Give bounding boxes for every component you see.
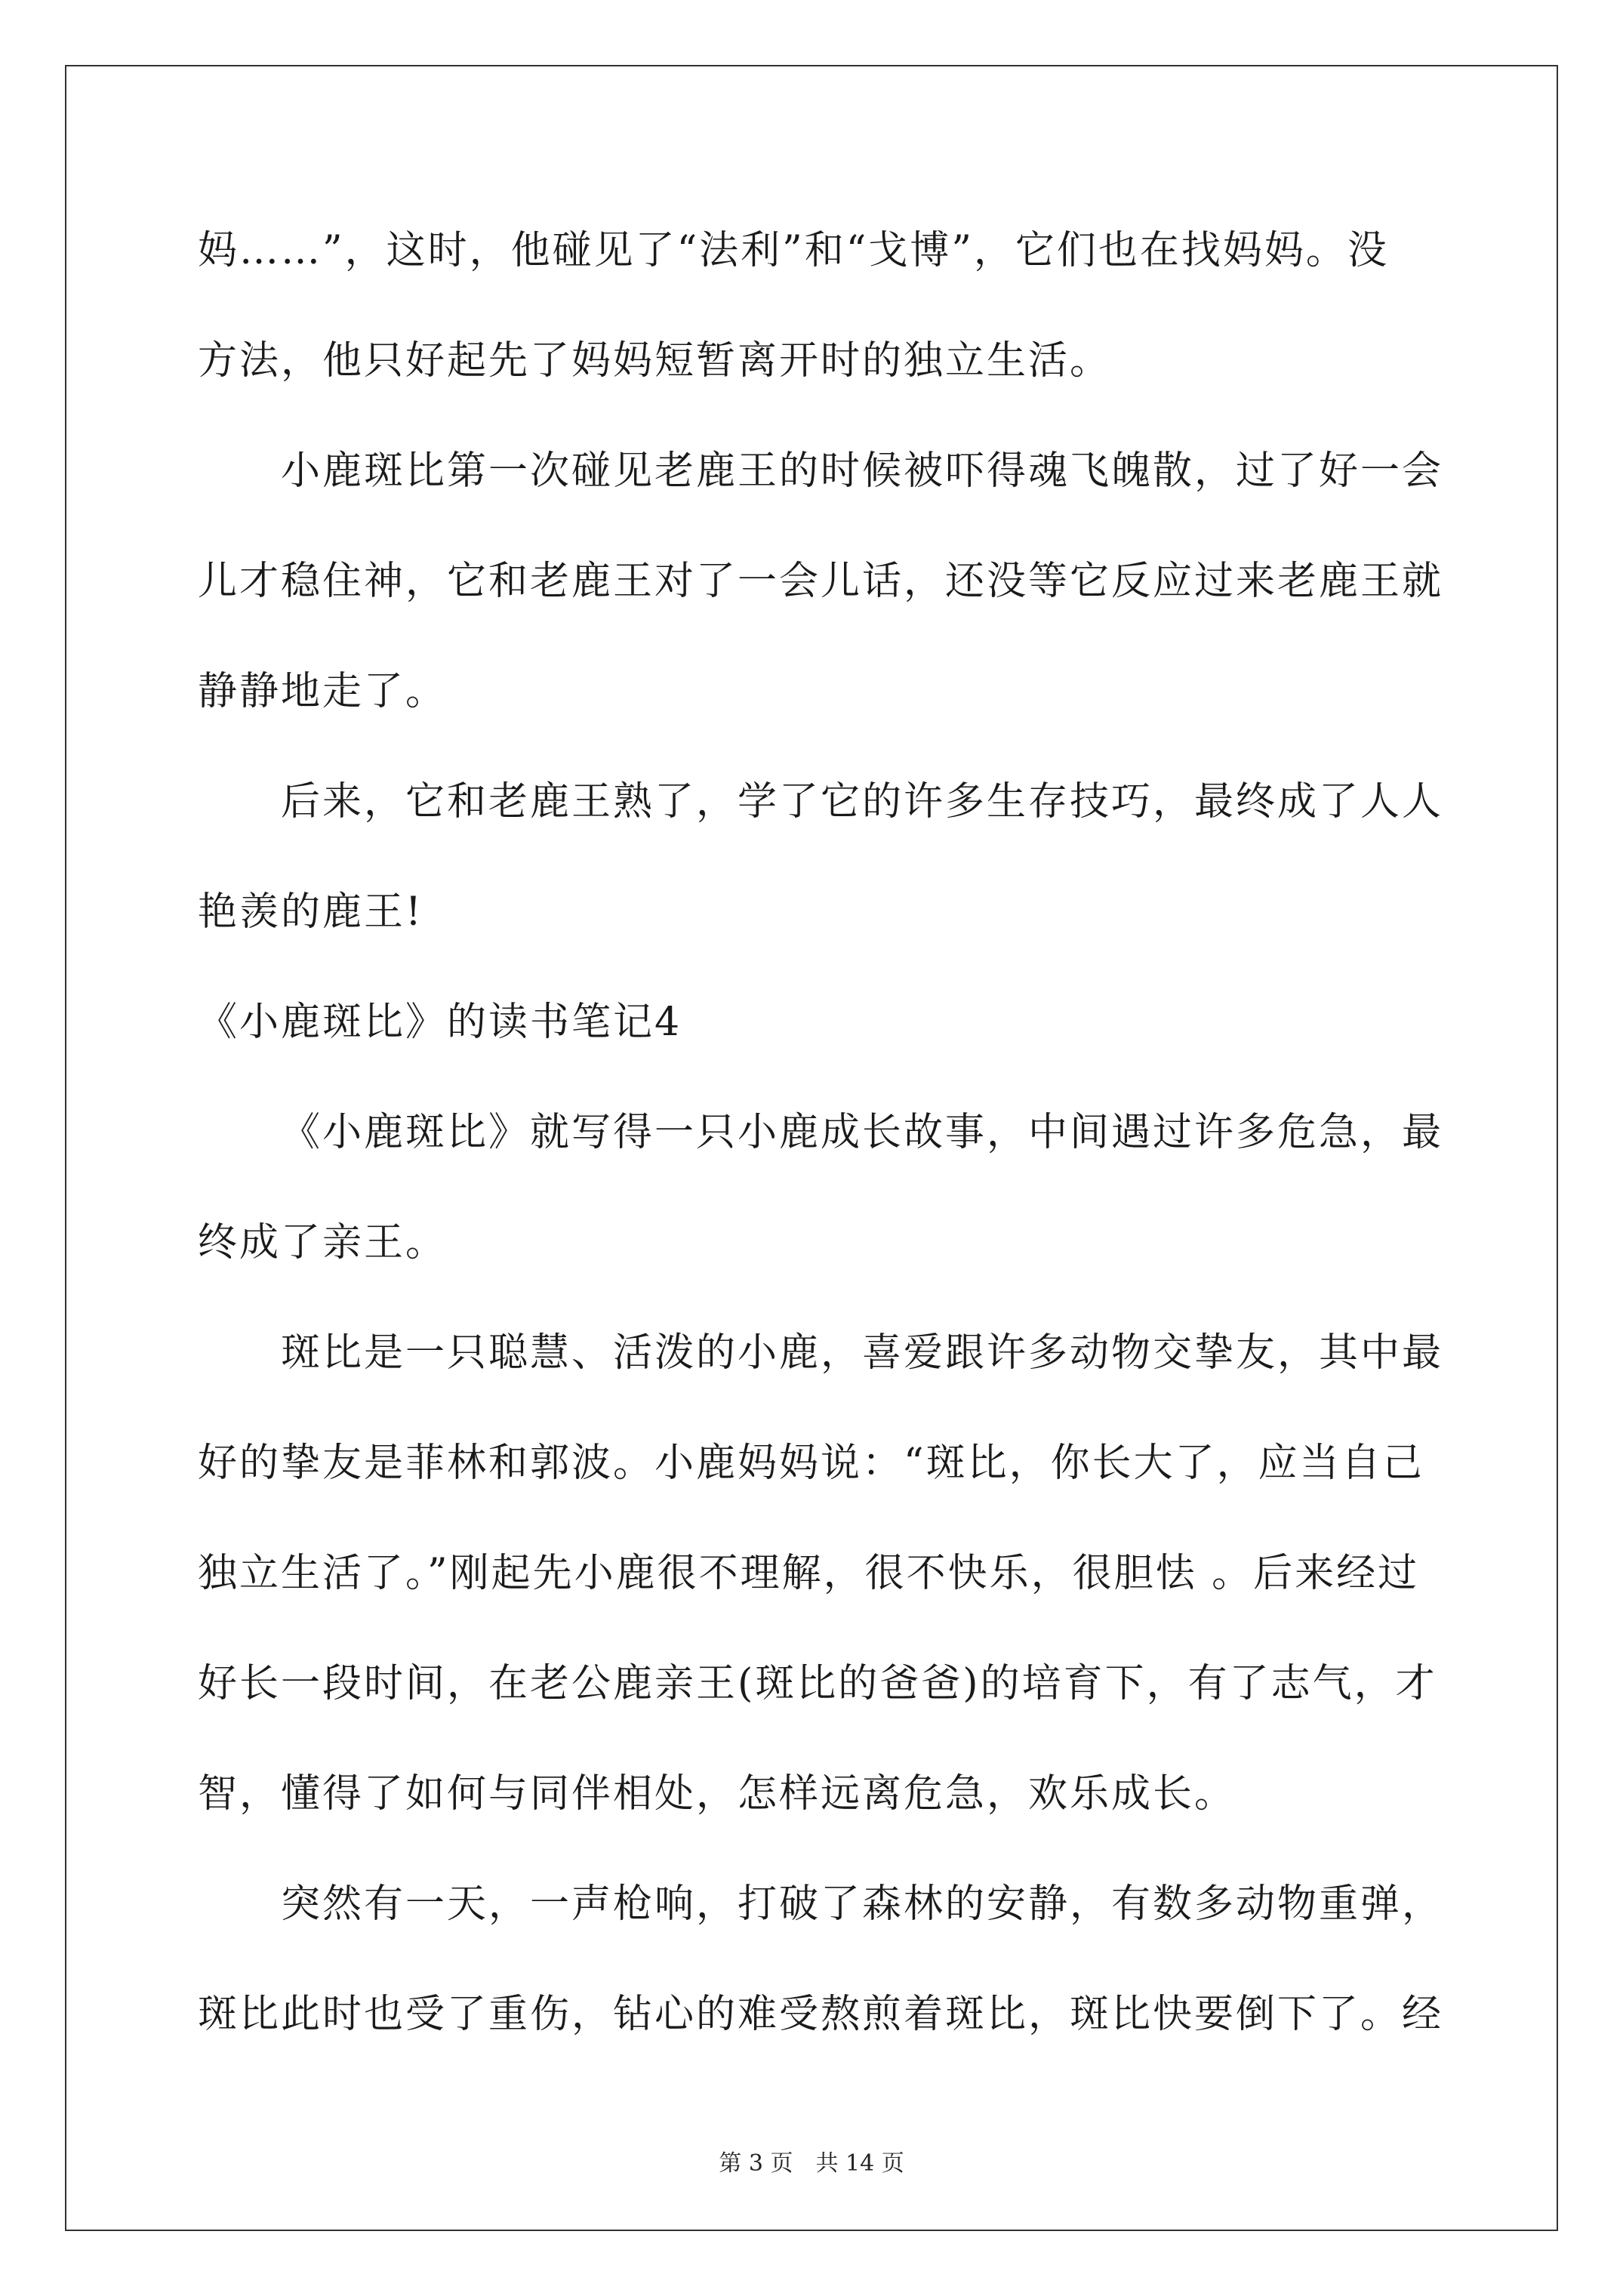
text-line: 终成了亲王。 bbox=[198, 1220, 448, 1265]
text-line: 斑比此时也受了重伤，钻心的难受熬煎着斑比，斑比快要倒下了。经 bbox=[198, 1992, 1444, 2037]
text-line: 好长一段时间，在老公鹿亲王(斑比的爸爸)的培育下，有了志气，才 bbox=[198, 1661, 1437, 1706]
text-line: 儿才稳住神，它和老鹿王对了一会儿话，还没等它反应过来老鹿王就 bbox=[198, 559, 1444, 604]
text-line: 静静地走了。 bbox=[198, 669, 448, 714]
document-body bbox=[198, 219, 1444, 2093]
paragraph-start-line: 《小鹿斑比》就写得一只小鹿成长故事，中间遇过许多危急，最 bbox=[281, 1110, 1444, 1155]
text-line: 独立生活了。”刚起先小鹿很不理解，很不快乐，很胆怯 。后来经过 bbox=[198, 1551, 1420, 1596]
text-line: 方法，他只好起先了妈妈短暂离开时的独立生活。 bbox=[198, 338, 1112, 384]
section-heading: 《小鹿斑比》的读书笔记4 bbox=[198, 1000, 682, 1045]
text-line: 艳羡的鹿王! bbox=[198, 889, 423, 935]
text-line: 妈……”，这时，他碰见了“法利”和“戈博”，它们也在找妈妈。没 bbox=[198, 228, 1389, 273]
paragraph-start-line: 突然有一天，一声枪响，打破了森林的安静，有数多动物重弹， bbox=[281, 1881, 1444, 1927]
text-line: 智，懂得了如何与同伴相处，怎样远离危急，欢乐成长。 bbox=[198, 1771, 1236, 1817]
page-number-footer: 第 3 页 共 14 页 bbox=[719, 2150, 904, 2177]
paragraph-start-line: 小鹿斑比第一次碰见老鹿王的时候被吓得魂飞魄散，过了好一会 bbox=[281, 448, 1444, 494]
paragraph-start-line: 斑比是一只聪慧、活泼的小鹿，喜爱跟许多动物交挚友，其中最 bbox=[281, 1330, 1444, 1376]
text-line: 好的挚友是菲林和郭波。小鹿妈妈说：“斑比，你长大了，应当自己 bbox=[198, 1441, 1424, 1486]
paragraph-start-line: 后来，它和老鹿王熟了，学了它的许多生存技巧，最终成了人人 bbox=[281, 779, 1444, 824]
